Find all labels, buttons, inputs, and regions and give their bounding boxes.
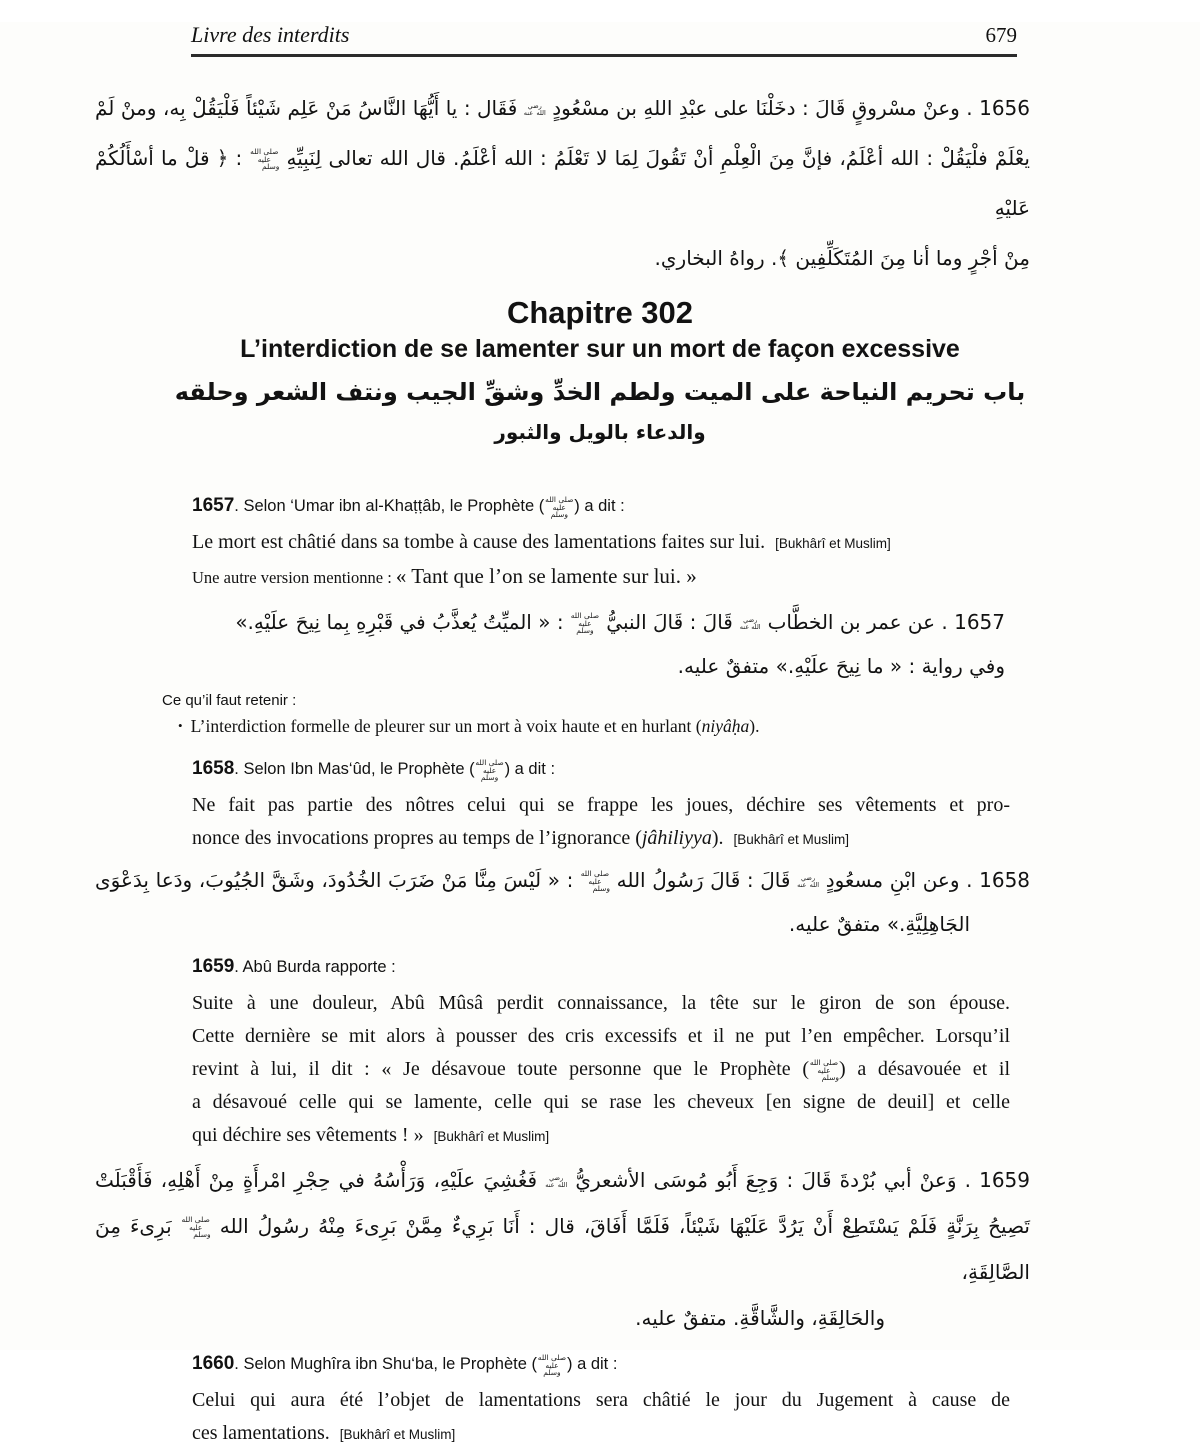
- key-points-label: Ce qu’il faut retenir :: [162, 692, 297, 709]
- translation-text: Suite à une douleur, Abû Mûsâ perdit connaissance, la tête sur le giron de son épouse.: [192, 992, 1010, 1014]
- translation-term: jâhiliyya: [641, 827, 712, 849]
- arabic-text: : ﴿ قلْ ما أسْأَلُكُمْ عَليْهِ: [95, 146, 1030, 220]
- radi-allahu-anhu-symbol: رضي الله عنه: [739, 616, 761, 631]
- hadith-1657-translation: [192, 526, 1010, 560]
- hadith-1659-arabic-line-2: [95, 1203, 1030, 1295]
- heading-text: ) a dit :: [566, 1355, 618, 1373]
- translation-text: ).: [711, 827, 724, 849]
- hadith-1660-translation-line-2: [192, 1417, 1010, 1451]
- bullet-icon: •: [178, 718, 183, 733]
- arabic-text: فَقَال : يا أَيُّهَا النَّاسُ مَنْ عَلِم شَيْئاً فَلْيَقُلْ بِه، ومنْ لَمْ: [95, 96, 518, 120]
- heading-text: . Selon ‘Umar ibn al-Khaṭṭâb, le Prophète (: [234, 497, 545, 515]
- hadith-1656-arabic-line-3: [95, 233, 1030, 283]
- arabic-text: 1656 . وعنْ مسْروقٍ قَالَ : دخَلْنَا على عبْدِ اللهِ بن مسْعُودٍ: [552, 96, 1031, 120]
- radi-allahu-anhu-symbol: رضي الله عنه: [545, 1174, 568, 1189]
- heading-text: ) a dit :: [574, 497, 625, 515]
- chapter-subtitle-arabic: والدعاء بالويل والثبور: [494, 420, 706, 444]
- hadith-1659-translation-line-1: [192, 987, 1010, 1020]
- arabic-text: : « الميِّتُ يُعذَّبُ في قَبْرِهِ بِما نِيحَ علَيْهِ.»: [235, 610, 564, 634]
- key-point-text: L’interdiction formelle de pleurer sur un mort à voix haute et en hurlant (: [190, 716, 702, 736]
- translation-text: ces lamentations.: [192, 1422, 330, 1444]
- hadith-1659-arabic-line-1: [95, 1157, 1030, 1203]
- hadith-1657-arabic-line-1: [95, 600, 1005, 644]
- chapter-title-french: L’interdiction de se lamenter sur un mort de façon excessive: [240, 335, 960, 363]
- arabic-text: وفي رواية : « ما نِيحَ علَيْهِ.» متفقٌ عليه.: [677, 654, 1005, 678]
- hadith-1660-heading: [192, 1351, 1010, 1378]
- page-number: 679: [985, 23, 1017, 47]
- translation-text: Le mort est châtié dans sa tombe à cause des lamentations faites sur lui.: [192, 531, 766, 553]
- arabic-text: الجَاهِلِيَّةِ.» متفقٌ عليه.: [788, 912, 970, 936]
- book-title: Livre des interdits: [191, 22, 350, 47]
- arabic-text: والحَالِقَةِ، والشَّاقَّةِ. متفقٌ عليه.: [635, 1306, 885, 1330]
- arabic-text: مِنْ أجْرٍ وما أنا مِنَ المُتَكَلِّفِين ﴾. رواهُ البخاري.: [654, 246, 1030, 270]
- arabic-text: قَالَ : قَالَ النبيُّ: [606, 610, 733, 634]
- hadith-1657-arabic: [95, 600, 1005, 688]
- hadith-1660-translation-line-1: [192, 1384, 1010, 1417]
- hadith-number: 1659: [192, 956, 235, 977]
- translation-text: nonce des invocations propres au temps de l’ignorance (: [192, 827, 642, 849]
- source-citation: [Bukhârî et Muslim]: [433, 1129, 550, 1144]
- prophet-saw-symbol: صلى الله عليه وسلم: [537, 1353, 567, 1378]
- hadith-1658-heading: [192, 756, 1010, 783]
- arabic-text: قَالَ : قَالَ رَسُولُ الله: [616, 868, 791, 892]
- heading-text: . Abû Burda rapporte :: [234, 958, 396, 976]
- hadith-1656-arabic-line-2: [95, 133, 1030, 233]
- hadith-1656-arabic: [95, 83, 1030, 283]
- translation-text: Celui qui aura été l’objet de lamentations sera châtié le jour du Jugement à cause de: [192, 1389, 1010, 1411]
- source-citation: [Bukhârî et Muslim]: [733, 832, 850, 847]
- hadith-1658-arabic-line-2: [95, 902, 1030, 946]
- heading-text: . Selon Ibn Mas‘ûd, le Prophète (: [234, 760, 475, 778]
- arabic-text: بَرِىءَ مِنَ الصَّالِقَةِ،: [95, 1214, 1030, 1284]
- source-citation: [Bukhârî et Muslim]: [339, 1427, 456, 1442]
- prophet-saw-symbol: صلى الله عليه وسلم: [809, 1058, 839, 1083]
- prophet-saw-symbol: صلى الله عليه وسلم: [545, 495, 574, 520]
- translation-text: qui déchire ses vêtements ! »: [192, 1124, 424, 1146]
- translation-text: Cette dernière se mit alors à pousser des cris excessifs et il ne put l’en empêcher. Lorsqu’il: [192, 1025, 1010, 1047]
- hadith-1658-translation-line-2: [192, 822, 1010, 856]
- chapter-heading: [0, 295, 1200, 447]
- arabic-text: 1659 . وَعنْ أبي بُرْدةَ قَالَ : وَجِعَ أَبُو مُوسَى الأشعريُّ: [575, 1168, 1030, 1192]
- arabic-text: 1658 . وعن ابْنِ مسعُودٍ: [825, 868, 1031, 892]
- translation-text: Ne fait pas partie des nôtres celui qui se frappe les joues, déchire ses vêtements et pro-: [192, 794, 1010, 816]
- hadith-1658-arabic: [95, 858, 1030, 946]
- translation-text: a désavoué celle qui se lamente, celle qui se rase les cheveux [en signe de deuil] et celle: [192, 1091, 1010, 1113]
- heading-text: ) a dit :: [504, 760, 556, 778]
- version-quote: « Tant que l’on se lamente sur lui. »: [395, 564, 697, 588]
- heading-text: . Selon Mughîra ibn Shu‘ba, le Prophète (: [234, 1355, 537, 1373]
- radi-allahu-anhu-symbol: رضي الله عنه: [523, 102, 546, 117]
- hadith-1657-other-version: [192, 560, 1010, 594]
- translation-text: revint à lui, il dit : « Je désavoue toute personne que le Prophète (: [192, 1058, 809, 1080]
- arabic-text: : « لَيْسَ مِنَّا مَنْ ضَرَبَ الخُدُودَ، وشَقَّ الجُيُوبَ، ودَعا بِدَعْوَى: [95, 868, 574, 892]
- hadith-number: 1660: [192, 1353, 235, 1374]
- hadith-1659-translation-line-2: [192, 1020, 1010, 1053]
- arabic-text: 1657 . عن عمر بن الخطَّاب: [767, 610, 1005, 634]
- key-point-text: ).: [749, 716, 760, 736]
- hadith-1659-arabic-line-3: [95, 1295, 1030, 1341]
- hadith-1659-translation-line-5: [192, 1119, 1010, 1153]
- hadith-1657-arabic-line-2: [95, 644, 1005, 688]
- translation-text: ) a désavouée et il: [839, 1058, 1011, 1080]
- key-point-item: [178, 712, 1010, 740]
- prophet-saw-symbol: صلى الله عليه وسلم: [580, 869, 610, 894]
- arabic-text: تَصِيحُ بِرَنَّةٍ فَلَمْ يَسْتَطِعْ أَنْ يَرُدَّ عَلَيْهَا شَيْئاً، فَلَمَّا أَفَاقَ، قال : أَنَا بَرِيءٌ مِمَّنْ بَرِىءَ مِنْهُ رسُولُ الله: [219, 1214, 1030, 1238]
- page-header: [191, 22, 1017, 57]
- hadith-1659-translation-line-4: [192, 1086, 1010, 1119]
- hadith-1659-arabic: [95, 1157, 1030, 1341]
- prophet-saw-symbol: صلى الله عليه وسلم: [250, 147, 280, 172]
- source-citation: [Bukhârî et Muslim]: [775, 536, 891, 551]
- arabic-text: يعْلَمْ فلْيَقُلْ : الله أعْلَمُ، فإنَّ مِنَ الْعِلْمِ أنْ تَقُولَ لِمَا لا تَعْلَمُ : الله أعْلَمُ. قال الله تعالى لِنَبِيِّهِ: [286, 146, 1030, 170]
- hadith-1658-arabic-line-1: [95, 858, 1030, 902]
- hadith-number: 1658: [192, 758, 235, 779]
- key-point-term: niyâḥa: [701, 716, 750, 736]
- chapter-number: Chapitre 302: [506, 295, 694, 330]
- radi-allahu-anhu-symbol: رضي الله عنه: [797, 874, 820, 889]
- hadith-1659-translation-line-3: [192, 1053, 1010, 1086]
- book-page: [0, 22, 1200, 1444]
- hadith-1657-heading: [192, 493, 1010, 520]
- chapter-title-arabic: باب تحريم النياحة على الميت ولطم الخدِّ وشقِّ الجيب ونتف الشعر وحلقه: [174, 378, 1026, 406]
- prophet-saw-symbol: صلى الله عليه وسلم: [181, 1215, 211, 1240]
- prophet-saw-symbol: صلى الله عليه وسلم: [475, 758, 504, 783]
- hadith-1658-translation-line-1: [192, 789, 1010, 822]
- version-label: Une autre version mentionne :: [192, 568, 396, 587]
- hadith-1659-heading: [192, 954, 1010, 981]
- hadith-1656-arabic-line-1: [95, 83, 1030, 133]
- prophet-saw-symbol: صلى الله عليه وسلم: [570, 611, 600, 636]
- hadith-number: 1657: [192, 495, 235, 516]
- arabic-text: فَغُشِيَ علَيْهِ، وَرَأْسُهُ في حِجْرِ امْرأَةٍ مِنْ أَهْلِهِ، فَأَقْبَلَتْ: [95, 1168, 538, 1192]
